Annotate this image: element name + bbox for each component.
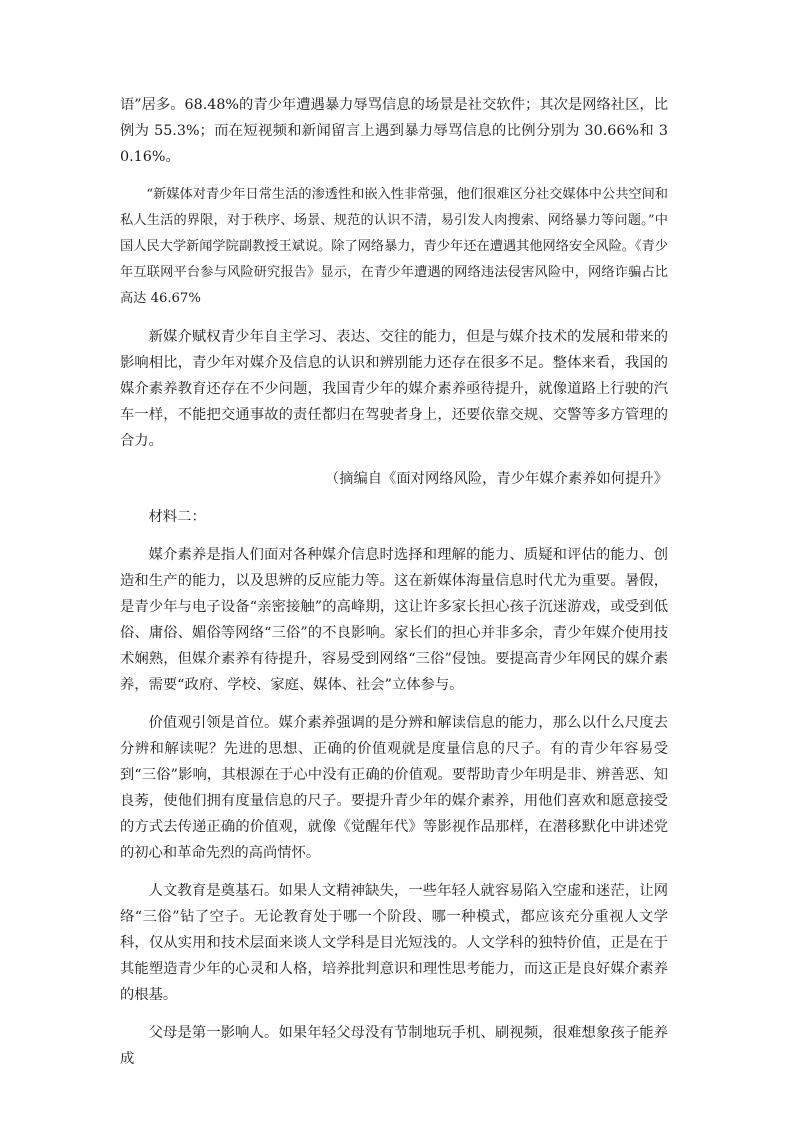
source-citation: （摘编自《面对网络风险，青少年媒介素养如何提升》 (324, 471, 668, 487)
paragraph-media-empowerment: 新媒介赋权青少年自主学习、表达、交往的能力，但是与媒介技术的发展和带来的影响相比，青少年对媒介及信息的认识和辨别能力还存在很多不足。整体来看，我国的媒介素养教育还存在不少问题，我国青少年的媒介素养亟待提升，就像道路上行驶的汽车一样，不能把交通事故的责任都归在驾驶者身上，还要依靠交规、交警等多方管理的合力。 (120, 329, 668, 449)
paragraph-quote-wang-bin: “新媒体对青少年日常生活的渗透性和嵌入性非常强，他们很难区分社交媒体中公共空间和私人生活的界限，对于秩序、场景、规范的认识不清，易引发人肉搜索、网络暴力等问题。”中国人民大学新闻学院副教授王斌说。除了网络暴力，青少年还在遭遇其他网络安全风险。《青少年互联网平台参与风险研究报告》显示，在青少年遭遇的网络违法侵害风险中，网络诈骗占比高达 46.67% (120, 187, 668, 306)
section-heading-material-two: 材料二： (148, 509, 206, 525)
paragraph-humanities-education: 人文教育是奠基石。如果人文精神缺失，一些年轻人就容易陷入空虚和迷茫，让网络“三俗”钻了空子。无论教育处于哪一个阶段、哪一种模式，都应该充分重视人文学科，仅从实用和技术层面来谈人文学科是目光短浅的。人文学科的独特价值，正是在于其能塑造青少年的心灵和人格，培养批判意识和理性思考能力，而这正是良好媒介素养的根基。 (120, 883, 668, 1003)
paragraph-parents-influence: 父母是第一影响人。如果年轻父母没有节制地玩手机、刷视频，很难想象孩子能养成 (120, 1025, 668, 1067)
document-page (120, 92, 668, 1072)
paragraph-values-guidance: 价值观引领是首位。媒介素养强调的是分辨和解读信息的能力，那么以什么尺度去分辨和解读呢？先进的思想、正确的价值观就是度量信息的尺子。有的青少年容易受到“三俗”影响，其根源在于心中没有正确的价值观。要帮助青少年明是非、辨善恶、知良莠，使他们拥有度量信息的尺子。要提升青少年的媒介素养，用他们喜欢和愿意接受的方式去传递正确的价值观，就像《觉醒年代》等影视作品那样，在潜移默化中讲述党的初心和革命先烈的高尚情怀。 (120, 715, 668, 861)
paragraph-media-literacy-definition: 媒介素养是指人们面对各种媒介信息时选择和理解的能力、质疑和评估的能力、创造和生产的能力，以及思辨的反应能力等。这在新媒体海量信息时代尤为重要。暑假，是青少年与电子设备“亲密接触”的高峰期，这让许多家长担心孩子沉迷游戏，或受到低俗、庸俗、媚俗等网络“三俗”的不良影响。家长们的担心并非多余，青少年媒介使用技术娴熟，但媒介素养有待提升，容易受到网络“三俗”侵蚀。要提高青少年网民的媒介素养，需要“政府、学校、家庭、媒体、社会”立体参与。 (120, 547, 668, 693)
paragraph-continuation: 语”居多。68.48%的青少年遭遇暴力辱骂信息的场景是社交软件；其次是网络社区，比例为 55.3%；而在短视频和新闻留言上遇到暴力辱骂信息的比例分别为 30.66%和 30.16%。 (120, 97, 668, 165)
